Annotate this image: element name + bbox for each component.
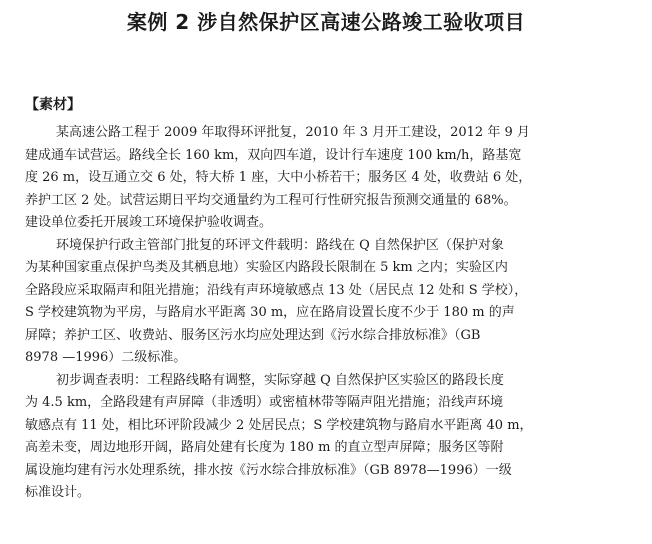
text-line: 建成通车试营运。路线全长 160 km，双向四车道，设计行车速度 100 km/h，路基宽 [25,147,522,163]
text-line: 某高速公路工程于 2009 年取得环评批复，2010 年 3 月开工建设，2012 年 9 月 [56,125,530,140]
text-line: S 学校建筑物为平房，与路肩水平距离 30 m，应在路肩设置长度不少于 180 m 的声 [25,305,515,320]
text-line: 8978 —1996）二级标准。 [25,350,187,365]
text-line: 建设单位委托开展竣工环境保护验收调查。 [25,215,273,230]
text-line: 全路段应采取隔声和阻光措施；沿线有声环境敏感点 13 处（居民点 12 处和 S 学校）， [25,282,528,298]
text-line: 度 26 m，设互通立交 6 处，特大桥 1 座，大中小桥若干；服务区 4 处，收费站 6 处， [25,170,532,185]
text-line: 环境保护行政主管部门批复的环评文件载明：路线在 Q 自然保护区（保护对象 [56,237,504,253]
text-line: 敏感点有 11 处，相比环评阶段减少 2 处居民点；S 学校建筑物与路肩水平距离 40 m， [25,417,533,433]
document-body [25,122,633,505]
paragraph-2 [25,235,633,370]
text-line: 标准设计。 [25,485,91,500]
text-line: 养护工区 2 处。试营运期日平均交通量约为工程可行性研究报告预测交通量的 68%。 [25,192,517,208]
text-line: 为某种国家重点保护鸟类及其栖息地）实验区内路段长限制在 5 km 之内；实验区内 [25,260,508,275]
text-line: 为 4.5 km，全路段建有声屏障（非透明）或密植林带等隔声阻光措施；沿线声环境 [25,395,504,410]
section-label-material: 【素材】 [25,97,81,113]
case-title: 案例 2 涉自然保护区高速公路竣工验收项目 [126,10,526,34]
paragraph-1 [25,122,633,235]
text-line: 初步调查表明：工程路线略有调整，实际穿越 Q 自然保护区实验区的路段长度 [56,372,504,388]
text-line: 高差未变，周边地形开阔，路肩处建有长度为 180 m 的直立型声屏障；服务区等附 [25,440,504,455]
text-line: 屏障；养护工区、收费站、服务区污水均应处理达到《污水综合排放标准》（GB [25,327,481,343]
paragraph-3 [25,370,633,505]
text-line: 属设施均建有污水处理系统，排水按《污水综合排放标准》（GB 8978—1996）一级 [25,462,512,478]
